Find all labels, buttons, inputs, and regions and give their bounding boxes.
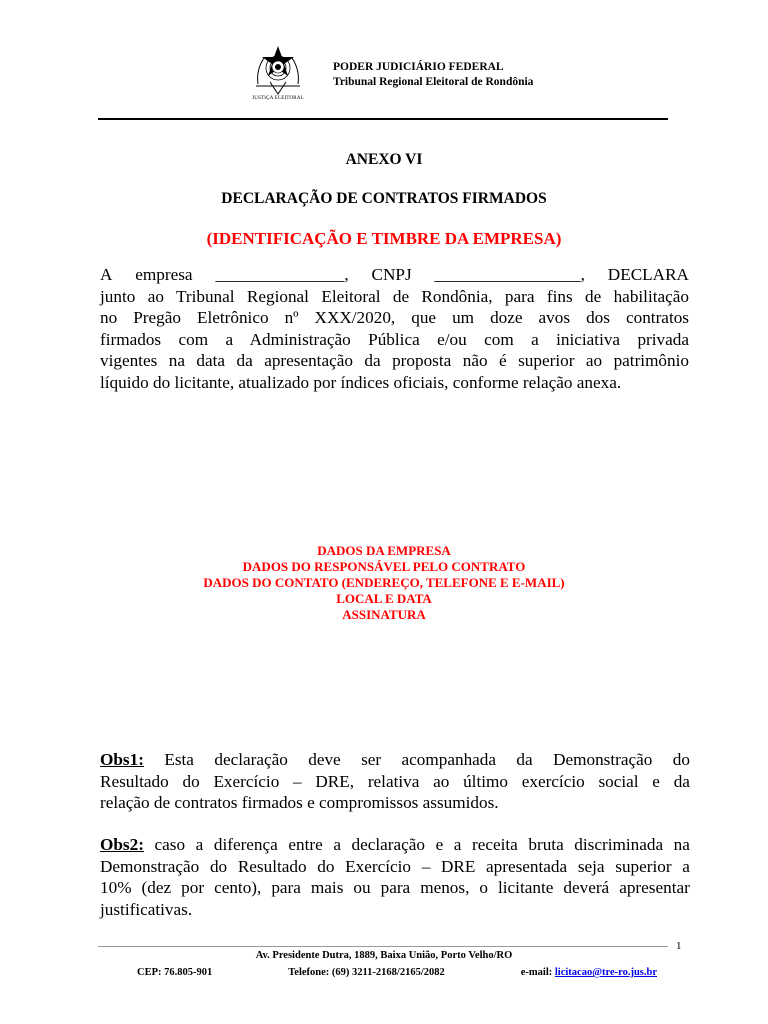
text-fragment: por [181, 878, 205, 897]
text-fragment: DECLARA [607, 265, 689, 284]
text-fragment: ao [433, 771, 450, 791]
paragraph-line: firmados com a Administração Pública e/ou com a iniciativa privada [100, 329, 689, 349]
text-fragment: Esta [164, 750, 194, 769]
text-fragment: da [673, 771, 690, 791]
text-fragment: deve [308, 750, 341, 769]
paragraph-line: vigentes na data da apresentação da proposta não é superior ao patrimônio [100, 351, 689, 370]
header-org [333, 60, 533, 90]
paragraph-line: líquido do licitante, atualizado por índices oficiais, conforme relação anexa. [100, 372, 622, 392]
obs2-label: Obs2: [100, 835, 144, 854]
text-fragment: 10% [100, 878, 132, 897]
cnpj-blank: _________________, [434, 265, 585, 284]
text-fragment: declaração [351, 835, 425, 854]
text-fragment: a [682, 856, 690, 876]
text-fragment: Demonstração [553, 750, 653, 769]
text-fragment: do [182, 771, 200, 791]
declaration-paragraph [100, 264, 689, 393]
text-fragment: discriminada [574, 835, 664, 854]
text-fragment: e [435, 835, 444, 854]
org-line-2: Tribunal Regional Eleitoral de Rondônia [333, 76, 534, 88]
text-fragment: DRE [440, 856, 476, 876]
company-block-line: DADOS DO RESPONSÁVEL PELO CONTRATO [242, 559, 526, 574]
header-divider [98, 118, 668, 120]
text-fragment: a [453, 835, 462, 854]
text-fragment: Resultado [237, 856, 307, 876]
text-fragment: deverá [563, 878, 610, 897]
org-line-1: PODER JUDICIÁRIO FEDERAL [333, 61, 504, 73]
text-fragment: entre [288, 835, 323, 854]
text-fragment: Resultado [100, 771, 169, 791]
footer-phone: Telefone: (69) 3211-2168/2165/2082 [288, 967, 445, 978]
obs-line [100, 834, 690, 856]
email-link[interactable]: licitacao@tre-ro.jus.br [554, 967, 657, 978]
text-fragment: caso [154, 835, 186, 854]
company-name-blank: _______________, [215, 265, 349, 284]
text-fragment: relativa [367, 771, 420, 791]
text-fragment: diferença [213, 835, 278, 854]
text-fragment: apresentar [619, 878, 690, 897]
obs1-note [100, 749, 690, 814]
text-fragment: Demonstração [100, 856, 200, 876]
text-fragment: para [380, 878, 411, 897]
text-fragment: e [652, 771, 660, 791]
text-fragment: justificativas. [100, 899, 193, 919]
text-fragment: (dez [141, 878, 172, 897]
text-fragment: CNPJ [371, 265, 412, 284]
text-fragment: Exercício [213, 771, 280, 791]
declaration-title: DECLARAÇÃO DE CONTRATOS FIRMADOS [221, 190, 547, 207]
text-fragment: a [195, 835, 204, 854]
obs-line [100, 792, 690, 814]
brazil-coat-of-arms-icon [248, 40, 308, 102]
obs-line [100, 877, 690, 899]
obs-line [100, 856, 690, 878]
text-fragment: do [317, 856, 335, 876]
text-fragment: cento), [214, 878, 262, 897]
text-fragment: ou [353, 878, 371, 897]
company-block-line: LOCAL E DATA [336, 591, 432, 606]
obs-line [100, 899, 690, 921]
text-fragment: A [100, 265, 113, 284]
text-fragment: acompanhada [401, 750, 497, 769]
text-fragment: – [293, 771, 302, 791]
obs2-note [100, 834, 690, 920]
text-fragment: superior [615, 856, 672, 876]
footer-cep: CEP: 76.805-901 [137, 967, 213, 978]
text-fragment: a [333, 835, 341, 854]
paragraph-line: no Pregão Eletrônico nº XXX/2020, que um doze avos dos contratos [100, 308, 689, 327]
text-fragment: DRE, [315, 771, 355, 791]
obs-line [100, 749, 690, 771]
page-number: 1 [676, 940, 682, 952]
text-fragment: Exercício [345, 856, 411, 876]
company-block-line: ASSINATURA [342, 607, 426, 622]
company-block-line: DADOS DA EMPRESA [317, 543, 451, 558]
text-fragment: receita [472, 835, 518, 854]
text-fragment: do [209, 856, 228, 876]
text-fragment: empresa [135, 265, 193, 284]
seal-caption: JUSTIÇA ELEITORAL [252, 96, 304, 101]
footer-email [521, 967, 657, 978]
text-fragment: declaração [214, 750, 288, 769]
paragraph-line: junto ao Tribunal Regional Eleitoral de Rondônia, para fins de habilitação [100, 286, 689, 306]
text-fragment: último [463, 771, 508, 791]
obs1-label: Obs1: [100, 750, 144, 769]
footer-email-label: e-mail: [520, 967, 553, 978]
text-fragment: exercício [521, 771, 585, 791]
company-block-line: DADOS DO CONTATO (ENDEREÇO, TELEFONE E E-MAIL) [203, 575, 565, 590]
text-fragment: para [271, 878, 301, 897]
text-fragment: o [479, 878, 488, 897]
text-fragment: licitante [498, 878, 554, 897]
text-fragment: apresentada [486, 856, 568, 876]
text-fragment: da [516, 750, 533, 769]
text-fragment: seja [577, 856, 605, 876]
text-fragment: – [421, 856, 431, 876]
company-data-block [0, 543, 768, 623]
text-fragment: do [672, 750, 690, 769]
text-fragment: ser [361, 750, 382, 769]
footer-contacts [137, 967, 657, 978]
annex-title: ANEXO VI [345, 151, 423, 168]
identification-title: (IDENTIFICAÇÃO E TIMBRE DA EMPRESA) [206, 229, 562, 248]
text-fragment: social [598, 771, 639, 791]
obs-line [100, 771, 690, 793]
footer-divider [98, 946, 668, 947]
footer-address: Av. Presidente Dutra, 1889, Baixa União, Porto Velho/RO [255, 950, 513, 961]
paragraph-line [100, 264, 689, 286]
text-fragment: bruta [528, 835, 564, 854]
text-fragment: mais [310, 878, 344, 897]
text-fragment: menos, [420, 878, 470, 897]
text-fragment: na [673, 835, 690, 854]
text-fragment: relação de contratos firmados e compromissos assumidos. [100, 793, 499, 812]
